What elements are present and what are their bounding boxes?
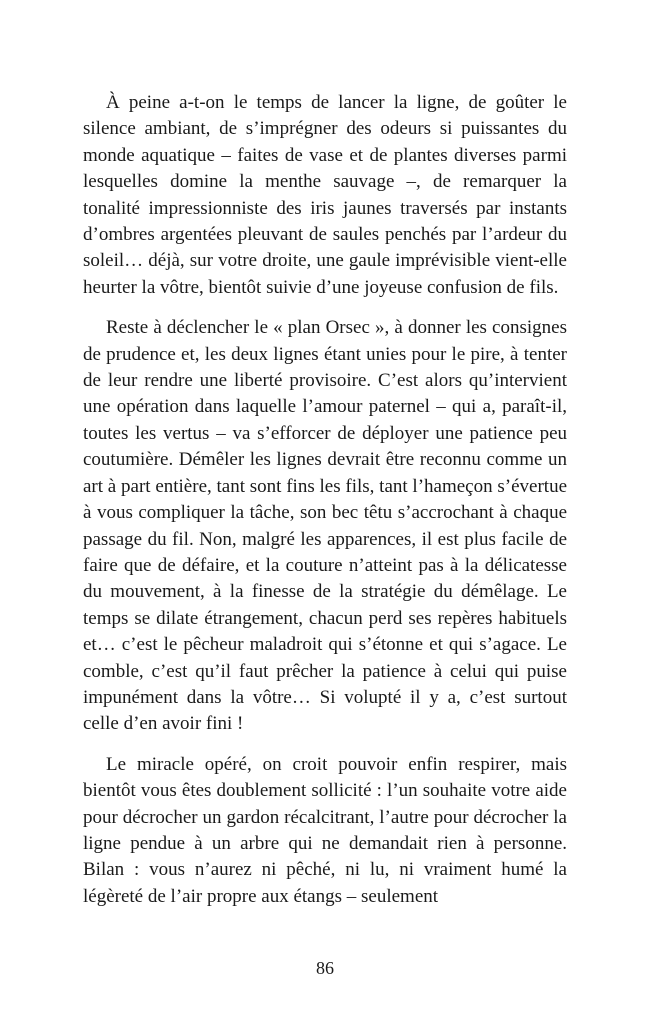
paragraph-1: À peine a-t-on le temps de lancer la ligne, de goûter le silence ambiant, de s’imprégner des odeurs si puissantes du monde aquatique – faites de vase et de plantes diverses parmi lesquelles domine la menthe sauvage –, de remarquer la tonalité impressionniste des iris jaunes traversés par instants d’ombres argentées pleuvant de saules penchés par l’ardeur du soleil… déjà, sur votre droite, une gaule imprévisible vient-elle heurter la vôtre, bientôt suivie d’une joyeuse confusion de fils. [83, 92, 567, 298]
paragraph-3: Le miracle opéré, on croit pouvoir enfin respirer, mais bientôt vous êtes doublement sollicité : l’un souhaite votre aide pour décrocher un gardon récalcitrant, l’autre pour décrocher la ligne pendue à un arbre qui ne demandait rien à personne. Bilan : vous n’aurez ni pêché, ni lu, ni vraiment humé la légèreté de l’air propre aux étangs – seulement [83, 753, 567, 907]
page-number: 86 [316, 958, 334, 978]
paragraph-2: Reste à déclencher le « plan Orsec », à donner les consignes de prudence et, les deux lignes étant unies pour le pire, à tenter de leur rendre une liberté provisoire. C’est alors qu’intervient une opération dans laquelle l’amour paternel – qui a, paraît-il, toutes les vertus – va s’efforcer de déployer une patience peu coutumière. Démêler les lignes devrait être reconnu comme un art à part entière, tant sont fins les fils, tant l’hameçon s’évertue à vous compliquer la tâche, son bec têtu s’accrochant à chaque passage du fil. Non, malgré les apparences, il est plus facile de faire que de défaire, et la couture n’atteint pas à la délicatesse du mouvement, à la finesse de la stratégie du démêlage. Le temps se dilate étrangement, chacun perd ses repères habituels et… c’est le pêcheur maladroit qui s’étonne et qui s’agace. Le comble, c’est qu’il faut prêcher la patience à celui qui puise impunément dans la vôtre… Si volupté il y a, c’est surtout celle d’en avoir fini ! [83, 317, 567, 735]
page-body [83, 90, 567, 910]
